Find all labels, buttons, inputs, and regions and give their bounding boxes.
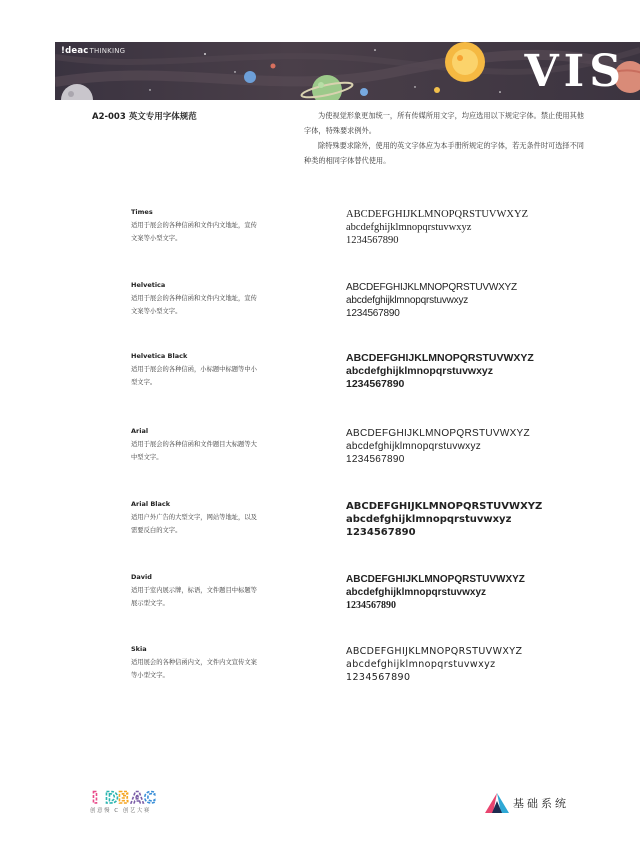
font-spec-david xyxy=(131,573,551,633)
sample-lowercase: abcdefghijklmnopqrstuvwxyz xyxy=(346,222,472,233)
font-sample xyxy=(346,208,528,247)
sample-uppercase: ABCDEFGHIJKLMNOPQRSTUVWXYZ xyxy=(346,574,525,585)
font-name: Arial xyxy=(131,427,149,435)
sample-digits: 1234567890 xyxy=(346,378,405,390)
font-description: 适用于室内展示牌，标语，文件题目中标题等展示型文字。 xyxy=(131,587,257,607)
font-sample xyxy=(346,281,517,320)
font-spec-times xyxy=(131,208,551,268)
ideac-logo-subtitle: 创意慢 C 创艺大赛 xyxy=(90,808,151,814)
sample-uppercase: ABCDEFGHIJKLMNOPQRSTUVWXYZ xyxy=(346,209,529,220)
font-description: 适用于展会的各种信函和文件内文地址，宣传文案等小型文字。 xyxy=(131,222,257,242)
sample-lowercase: abcdefghijklmnopqrstuvwxyz xyxy=(346,295,469,306)
font-name: Helvetica Black xyxy=(131,352,188,360)
font-name: David xyxy=(131,573,152,581)
logo-letter: C xyxy=(144,788,156,806)
sample-uppercase: ABCDEFGHIJKLMNOPQRSTUVWXYZ xyxy=(346,501,543,512)
font-name: Skia xyxy=(131,645,147,653)
font-description: 适用户外广告的大型文字，网站等地址，以及需要反白的文字。 xyxy=(131,514,257,534)
brand-logo xyxy=(61,46,125,56)
logo-letter: D xyxy=(105,788,119,806)
section-title: A2-003 英文专用字体规范 xyxy=(92,112,197,122)
sample-digits: 1234567890 xyxy=(346,454,405,465)
brand-thin: THINKING xyxy=(89,47,126,55)
font-description: 适用于展会的各种信函和文件内文地址，宣传文案等小型文字。 xyxy=(131,295,257,315)
font-spec-skia xyxy=(131,645,551,705)
ideac-logo xyxy=(90,788,160,806)
font-sample xyxy=(346,352,534,391)
font-spec-arial-black xyxy=(131,500,551,560)
sample-uppercase: ABCDEFGHIJKLMNOPQRSTUVWXYZ xyxy=(346,646,523,657)
intro-paragraph-2: 除特殊要求除外，使用的英文字体应为本手册所规定的字体，若无条件时可选择不同种类的相同字体替代使用。 xyxy=(304,141,584,165)
footer-section-label: 基础系统 xyxy=(513,797,569,810)
sample-lowercase: abcdefghijklmnopqrstuvwxyz xyxy=(346,441,482,452)
font-spec-arial xyxy=(131,427,551,487)
header-banner xyxy=(55,42,640,100)
font-sample xyxy=(346,645,522,684)
logo-letter: A xyxy=(131,788,144,806)
sample-digits: 1234567890 xyxy=(346,672,411,683)
brand-bold: !deac xyxy=(61,46,89,56)
font-sample xyxy=(346,500,542,539)
font-description: 适用于展会的各种信函，小标题中标题等中小型文字。 xyxy=(131,366,257,386)
sample-uppercase: ABCDEFGHIJKLMNOPQRSTUVWXYZ xyxy=(346,352,534,364)
intro-text xyxy=(304,108,586,168)
foundation-mark-icon xyxy=(485,793,509,813)
font-name: Arial Black xyxy=(131,500,171,508)
font-spec-helvetica-black xyxy=(131,352,551,412)
logo-letter: I xyxy=(92,788,98,806)
font-spec-helvetica xyxy=(131,281,551,341)
font-sample xyxy=(346,573,525,612)
font-sample xyxy=(346,427,530,466)
sample-uppercase: ABCDEFGHIJKLMNOPQRSTUVWXYZ xyxy=(346,428,530,439)
font-name: Helvetica xyxy=(131,281,166,289)
sample-lowercase: abcdefghijklmnopqrstuvwxyz xyxy=(346,587,487,598)
sample-uppercase: ABCDEFGHIJKLMNOPQRSTUVWXYZ xyxy=(346,282,517,293)
font-description: 适用于展会的各种信函和文件题目大标题等大中型文字。 xyxy=(131,441,257,461)
sample-digits: 1234567890 xyxy=(346,600,396,611)
sample-digits: 1234567890 xyxy=(346,308,400,319)
sample-digits: 1234567890 xyxy=(346,235,399,246)
sample-lowercase: abcdefghijklmnopqrstuvwxyz xyxy=(346,659,496,670)
intro-paragraph-1: 为使视觉形象更加统一，所有传媒所用文字，均应选用以下规定字体。禁止使用其他字体，特殊要求例外。 xyxy=(304,111,584,135)
sample-lowercase: abcdefghijklmnopqrstuvwxyz xyxy=(346,365,494,377)
font-name: Times xyxy=(131,208,153,216)
logo-letter: E xyxy=(118,788,129,806)
vis-title: VIS xyxy=(524,46,626,97)
font-description: 适用展会的各种信函内文，文件内文宣传文案等小型文字。 xyxy=(131,659,257,679)
sample-lowercase: abcdefghijklmnopqrstuvwxyz xyxy=(346,514,512,525)
sample-digits: 1234567890 xyxy=(346,527,416,538)
